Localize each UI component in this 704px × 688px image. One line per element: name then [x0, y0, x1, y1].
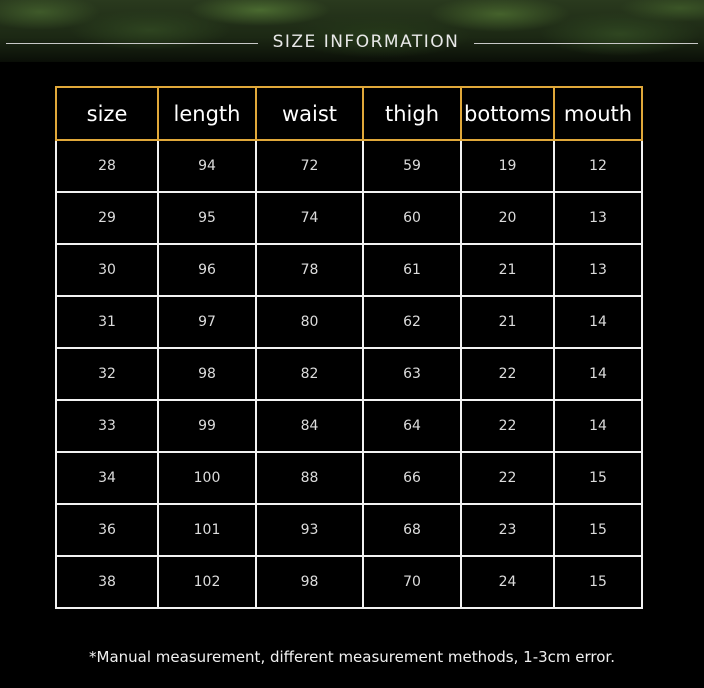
cell-bottoms: 22 — [461, 452, 554, 504]
cell-size: 33 — [56, 400, 158, 452]
size-table — [55, 86, 643, 609]
table-body — [56, 140, 642, 608]
cell-size: 28 — [56, 140, 158, 192]
cell-waist: 84 — [256, 400, 363, 452]
table-row — [56, 140, 642, 192]
header-thigh: thigh — [363, 87, 461, 140]
cell-waist: 78 — [256, 244, 363, 296]
cell-size: 32 — [56, 348, 158, 400]
cell-mouth: 15 — [554, 556, 642, 608]
camo-banner — [0, 0, 704, 62]
cell-thigh: 59 — [363, 140, 461, 192]
table-row — [56, 400, 642, 452]
cell-thigh: 63 — [363, 348, 461, 400]
cell-thigh: 60 — [363, 192, 461, 244]
cell-waist: 82 — [256, 348, 363, 400]
table-row — [56, 348, 642, 400]
cell-mouth: 15 — [554, 452, 642, 504]
cell-waist: 74 — [256, 192, 363, 244]
header-waist: waist — [256, 87, 363, 140]
cell-bottoms: 21 — [461, 244, 554, 296]
cell-waist: 98 — [256, 556, 363, 608]
cell-thigh: 64 — [363, 400, 461, 452]
cell-mouth: 14 — [554, 400, 642, 452]
cell-length: 102 — [158, 556, 256, 608]
cell-mouth: 14 — [554, 348, 642, 400]
cell-bottoms: 22 — [461, 400, 554, 452]
table-row — [56, 296, 642, 348]
cell-length: 94 — [158, 140, 256, 192]
banner-title: SIZE INFORMATION — [272, 32, 460, 52]
cell-thigh: 61 — [363, 244, 461, 296]
cell-length: 99 — [158, 400, 256, 452]
cell-size: 36 — [56, 504, 158, 556]
table-row — [56, 192, 642, 244]
cell-bottoms: 20 — [461, 192, 554, 244]
cell-waist: 88 — [256, 452, 363, 504]
cell-length: 100 — [158, 452, 256, 504]
cell-size: 30 — [56, 244, 158, 296]
cell-thigh: 62 — [363, 296, 461, 348]
banner-divider-right — [474, 43, 698, 44]
cell-size: 38 — [56, 556, 158, 608]
cell-waist: 72 — [256, 140, 363, 192]
measurement-footnote: *Manual measurement, different measurement methods, 1-3cm error. — [89, 648, 615, 666]
cell-waist: 93 — [256, 504, 363, 556]
cell-length: 96 — [158, 244, 256, 296]
cell-mouth: 13 — [554, 244, 642, 296]
header-bottoms: bottoms — [461, 87, 554, 140]
cell-waist: 80 — [256, 296, 363, 348]
header-mouth: mouth — [554, 87, 642, 140]
cell-length: 97 — [158, 296, 256, 348]
table-row — [56, 244, 642, 296]
cell-size: 29 — [56, 192, 158, 244]
cell-length: 98 — [158, 348, 256, 400]
cell-bottoms: 19 — [461, 140, 554, 192]
cell-mouth: 12 — [554, 140, 642, 192]
banner-divider-left — [6, 43, 258, 44]
cell-bottoms: 24 — [461, 556, 554, 608]
header-length: length — [158, 87, 256, 140]
table-row — [56, 556, 642, 608]
table-row — [56, 504, 642, 556]
cell-length: 95 — [158, 192, 256, 244]
cell-bottoms: 21 — [461, 296, 554, 348]
cell-mouth: 14 — [554, 296, 642, 348]
cell-thigh: 66 — [363, 452, 461, 504]
cell-thigh: 70 — [363, 556, 461, 608]
cell-bottoms: 22 — [461, 348, 554, 400]
cell-thigh: 68 — [363, 504, 461, 556]
cell-size: 34 — [56, 452, 158, 504]
header-size: size — [56, 87, 158, 140]
cell-length: 101 — [158, 504, 256, 556]
cell-bottoms: 23 — [461, 504, 554, 556]
cell-mouth: 15 — [554, 504, 642, 556]
cell-mouth: 13 — [554, 192, 642, 244]
table-row — [56, 452, 642, 504]
cell-size: 31 — [56, 296, 158, 348]
table-header-row — [56, 87, 642, 140]
